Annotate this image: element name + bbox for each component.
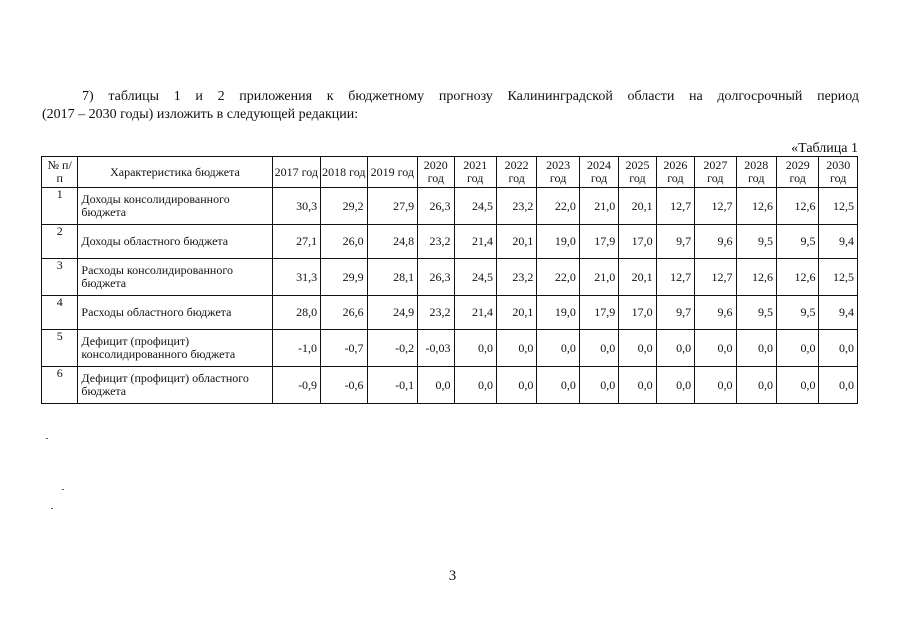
value-cell: 12,7 xyxy=(656,188,694,225)
value-cell: 0,0 xyxy=(537,330,579,367)
value-cell: 23,2 xyxy=(496,259,536,296)
header-year: 2024 год xyxy=(579,157,618,188)
value-cell: 9,7 xyxy=(656,225,694,259)
value-cell: 26,3 xyxy=(418,259,454,296)
value-cell: 0,0 xyxy=(537,367,579,404)
value-cell: 29,9 xyxy=(321,259,368,296)
value-cell: 23,2 xyxy=(418,225,454,259)
value-cell: 9,5 xyxy=(736,296,776,330)
header-year: 2017 год xyxy=(272,157,321,188)
value-cell: -0,2 xyxy=(367,330,418,367)
table-row xyxy=(42,367,858,404)
table-row xyxy=(42,296,858,330)
value-cell: 21,4 xyxy=(454,296,496,330)
value-cell: 12,5 xyxy=(819,259,858,296)
table-row xyxy=(42,225,858,259)
value-cell: 21,0 xyxy=(579,259,618,296)
value-cell: 21,4 xyxy=(454,225,496,259)
header-year: 2021 год xyxy=(454,157,496,188)
row-label: Расходы областного бюджета xyxy=(78,296,272,330)
value-cell: 9,5 xyxy=(736,225,776,259)
value-cell: 0,0 xyxy=(656,367,694,404)
value-cell: 0,0 xyxy=(695,330,736,367)
header-year: 2019 год xyxy=(367,157,418,188)
value-cell: 17,0 xyxy=(619,225,656,259)
value-cell: 20,1 xyxy=(496,225,536,259)
value-cell: 0,0 xyxy=(656,330,694,367)
row-number: 3 xyxy=(42,259,78,296)
header-year: 2029 год xyxy=(776,157,818,188)
value-cell: 9,5 xyxy=(776,296,818,330)
table-row xyxy=(42,259,858,296)
row-number: 2 xyxy=(42,225,78,259)
row-label: Доходы областного бюджета xyxy=(78,225,272,259)
header-year: 2020 год xyxy=(418,157,454,188)
value-cell: 20,1 xyxy=(619,259,656,296)
intro-line-2: (2017 – 2030 годы) изложить в следующей редакции: xyxy=(42,107,359,122)
value-cell: 26,3 xyxy=(418,188,454,225)
header-year: 2023 год xyxy=(537,157,579,188)
value-cell: 0,0 xyxy=(496,367,536,404)
value-cell: 24,9 xyxy=(367,296,418,330)
value-cell: 19,0 xyxy=(537,296,579,330)
value-cell: 9,7 xyxy=(656,296,694,330)
value-cell: 27,1 xyxy=(272,225,321,259)
row-number: 5 xyxy=(42,330,78,367)
value-cell: 0,0 xyxy=(454,367,496,404)
value-cell: 9,5 xyxy=(776,225,818,259)
page-number: 3 xyxy=(448,568,457,584)
value-cell: 22,0 xyxy=(537,188,579,225)
header-year: 2022 год xyxy=(496,157,536,188)
scan-speck xyxy=(46,438,48,439)
value-cell: -0,03 xyxy=(418,330,454,367)
row-number: 1 xyxy=(42,188,78,225)
row-number: 4 xyxy=(42,296,78,330)
table-row xyxy=(42,188,858,225)
value-cell: 31,3 xyxy=(272,259,321,296)
value-cell: 0,0 xyxy=(418,367,454,404)
value-cell: 28,1 xyxy=(367,259,418,296)
value-cell: -0,7 xyxy=(321,330,368,367)
value-cell: 0,0 xyxy=(736,330,776,367)
value-cell: 9,6 xyxy=(695,225,736,259)
value-cell: -1,0 xyxy=(272,330,321,367)
value-cell: 24,8 xyxy=(367,225,418,259)
value-cell: 0,0 xyxy=(776,330,818,367)
value-cell: 12,7 xyxy=(695,259,736,296)
value-cell: 26,0 xyxy=(321,225,368,259)
value-cell: 0,0 xyxy=(496,330,536,367)
header-year: 2018 год xyxy=(321,157,368,188)
value-cell: 22,0 xyxy=(537,259,579,296)
header-number: № п/п xyxy=(42,157,78,188)
scan-speck xyxy=(62,489,64,490)
value-cell: 30,3 xyxy=(272,188,321,225)
value-cell: 29,2 xyxy=(321,188,368,225)
value-cell: 23,2 xyxy=(496,188,536,225)
intro-line-1: 7) таблицы 1 и 2 приложения к бюджетному прогнозу Калининградской области на долгосрочный период xyxy=(82,89,859,104)
value-cell: 12,6 xyxy=(736,259,776,296)
row-label: Дефицит (профицит) консолидированного бюджета xyxy=(78,330,272,367)
value-cell: 12,6 xyxy=(776,188,818,225)
value-cell: 0,0 xyxy=(619,367,656,404)
value-cell: 19,0 xyxy=(537,225,579,259)
header-budget-characteristic: Характеристика бюджета xyxy=(78,157,272,188)
value-cell: 17,0 xyxy=(619,296,656,330)
value-cell: 0,0 xyxy=(819,330,858,367)
value-cell: 21,0 xyxy=(579,188,618,225)
scan-speck xyxy=(51,508,53,509)
row-label: Расходы консолидированного бюджета xyxy=(78,259,272,296)
value-cell: 0,0 xyxy=(776,367,818,404)
value-cell: 0,0 xyxy=(819,367,858,404)
value-cell: 0,0 xyxy=(579,367,618,404)
header-year: 2025 год xyxy=(619,157,656,188)
value-cell: -0,6 xyxy=(321,367,368,404)
header-year: 2026 год xyxy=(656,157,694,188)
table-caption: «Таблица 1 xyxy=(791,141,858,156)
value-cell: 20,1 xyxy=(619,188,656,225)
table-header-row xyxy=(42,157,858,188)
value-cell: 27,9 xyxy=(367,188,418,225)
value-cell: 0,0 xyxy=(454,330,496,367)
row-label: Дефицит (профицит) областного бюджета xyxy=(78,367,272,404)
value-cell: 28,0 xyxy=(272,296,321,330)
value-cell: 26,6 xyxy=(321,296,368,330)
value-cell: 12,6 xyxy=(776,259,818,296)
value-cell: -0,1 xyxy=(367,367,418,404)
value-cell: 0,0 xyxy=(579,330,618,367)
value-cell: 23,2 xyxy=(418,296,454,330)
value-cell: 24,5 xyxy=(454,188,496,225)
header-year: 2028 год xyxy=(736,157,776,188)
value-cell: 0,0 xyxy=(619,330,656,367)
value-cell: 12,7 xyxy=(695,188,736,225)
value-cell: 12,7 xyxy=(656,259,694,296)
row-number: 6 xyxy=(42,367,78,404)
value-cell: 9,4 xyxy=(819,296,858,330)
header-year: 2027 год xyxy=(695,157,736,188)
value-cell: 12,5 xyxy=(819,188,858,225)
value-cell: 24,5 xyxy=(454,259,496,296)
value-cell: 17,9 xyxy=(579,296,618,330)
value-cell: -0,9 xyxy=(272,367,321,404)
value-cell: 20,1 xyxy=(496,296,536,330)
value-cell: 12,6 xyxy=(736,188,776,225)
header-year: 2030 год xyxy=(819,157,858,188)
row-label: Доходы консолидированного бюджета xyxy=(78,188,272,225)
value-cell: 17,9 xyxy=(579,225,618,259)
value-cell: 9,4 xyxy=(819,225,858,259)
intro-paragraph xyxy=(42,88,859,124)
value-cell: 0,0 xyxy=(695,367,736,404)
budget-forecast-table xyxy=(41,156,858,404)
value-cell: 0,0 xyxy=(736,367,776,404)
table-row xyxy=(42,330,858,367)
value-cell: 9,6 xyxy=(695,296,736,330)
